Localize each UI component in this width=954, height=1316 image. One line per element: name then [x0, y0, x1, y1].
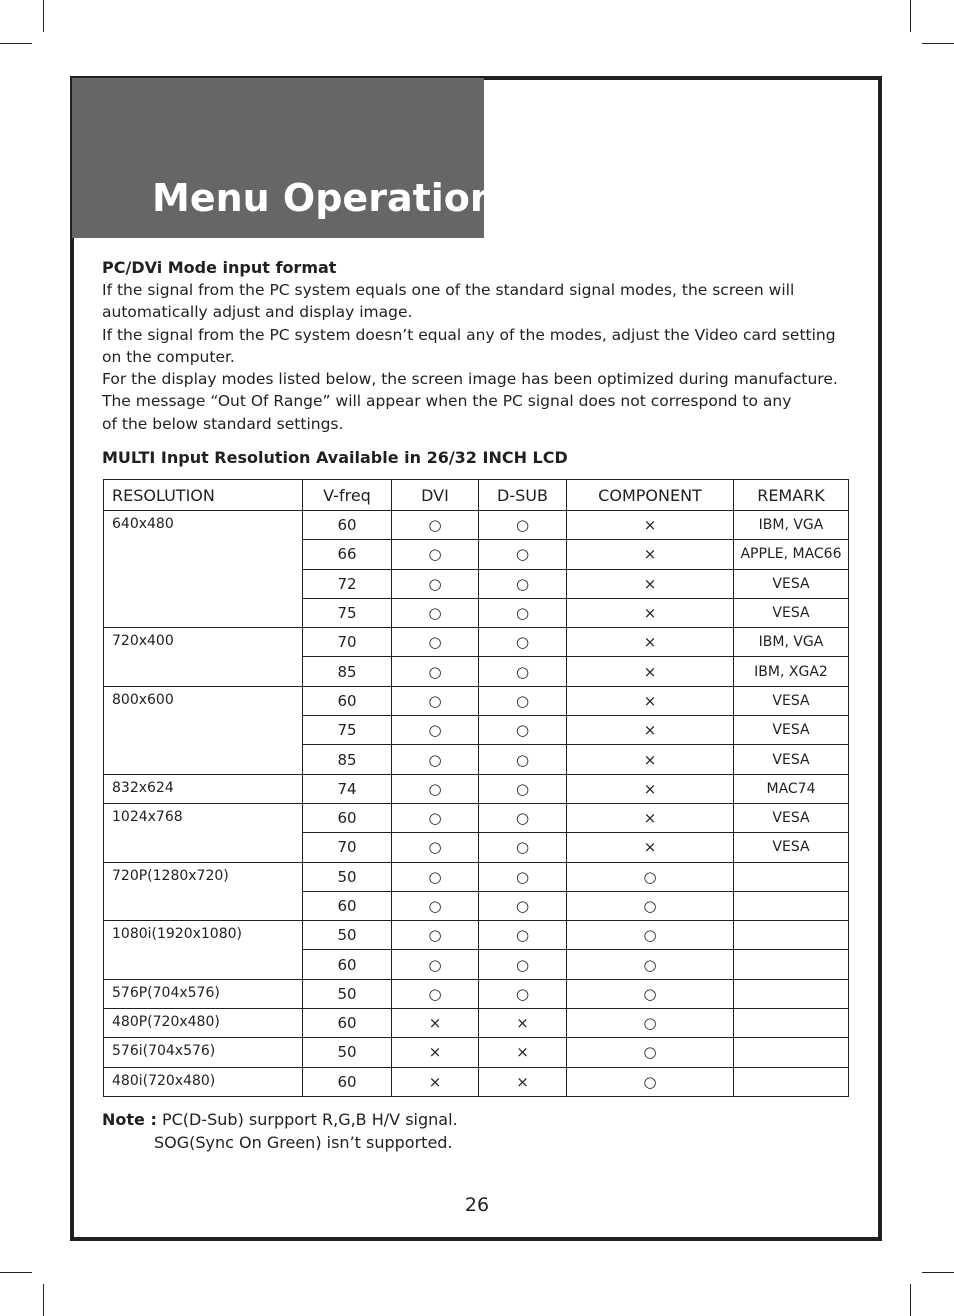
table-cell: ×: [479, 1009, 567, 1038]
column-header: REMARK: [734, 480, 849, 511]
intro-line: automatically adjust and display image.: [102, 303, 413, 322]
table-cell: IBM, VGA: [734, 628, 849, 657]
table-row: [104, 774, 849, 803]
table-cell: ×: [567, 803, 734, 832]
table-cell: 70: [303, 628, 392, 657]
table-row: [104, 1038, 849, 1067]
table-cell: ○: [479, 598, 567, 627]
column-header: DVI: [392, 480, 479, 511]
table-cell: VESA: [734, 803, 849, 832]
intro-line: on the computer.: [102, 347, 235, 366]
column-header: D-SUB: [479, 480, 567, 511]
table-cell: MAC74: [734, 774, 849, 803]
table-cell: ○: [392, 803, 479, 832]
table-cell: 75: [303, 716, 392, 745]
intro-line: If the signal from the PC system equals one of the standard signal modes, the screen will: [102, 281, 795, 299]
table-cell: VESA: [734, 686, 849, 715]
table-cell: ×: [479, 1067, 567, 1096]
note-label: Note :: [102, 1110, 157, 1129]
table-cell: ○: [392, 598, 479, 627]
table-cell: ○: [392, 540, 479, 569]
table-cell: ○: [567, 979, 734, 1008]
table-cell: ○: [567, 950, 734, 979]
table-cell: [734, 891, 849, 920]
table-cell: ○: [479, 686, 567, 715]
table-cell: ○: [479, 628, 567, 657]
table-row: [104, 921, 849, 950]
table-cell: VESA: [734, 716, 849, 745]
page-number: 26: [464, 1194, 490, 1216]
table-cell: VESA: [734, 833, 849, 862]
table-cell: ○: [479, 569, 567, 598]
table-cell: [734, 921, 849, 950]
table-cell: ○: [567, 862, 734, 891]
table-row: [104, 1067, 849, 1096]
table-cell: ×: [567, 569, 734, 598]
table-cell: [734, 979, 849, 1008]
table-cell: ○: [479, 540, 567, 569]
table-cell: 60: [303, 511, 392, 540]
table-cell: 85: [303, 745, 392, 774]
table-cell: ○: [392, 569, 479, 598]
intro-line: For the display modes listed below, the screen image has been optimized during manufacture.: [102, 370, 838, 389]
table-cell: 75: [303, 598, 392, 627]
table-cell: 50: [303, 921, 392, 950]
table-cell: ○: [392, 921, 479, 950]
table-cell: ○: [392, 511, 479, 540]
table-cell: ×: [567, 716, 734, 745]
table-cell: ○: [392, 833, 479, 862]
table-body: [104, 511, 849, 1097]
crop-mark: [922, 1272, 954, 1273]
crop-mark: [43, 0, 44, 32]
crop-mark: [0, 1272, 32, 1273]
table-cell: 72: [303, 569, 392, 598]
table-cell: ○: [567, 891, 734, 920]
table-row: [104, 686, 849, 715]
table-cell: ○: [392, 716, 479, 745]
resolution-cell: 832x624: [104, 774, 303, 803]
crop-mark: [910, 1284, 911, 1316]
page-title: Menu Operation: [152, 176, 497, 220]
resolution-cell: 640x480: [104, 511, 303, 628]
table-cell: 66: [303, 540, 392, 569]
table-cell: ○: [567, 1067, 734, 1096]
table-cell: VESA: [734, 745, 849, 774]
note-section: [102, 1108, 458, 1154]
table-cell: ○: [567, 1009, 734, 1038]
table-cell: ○: [479, 774, 567, 803]
table-cell: ×: [567, 598, 734, 627]
table-cell: ×: [567, 686, 734, 715]
table-row: [104, 979, 849, 1008]
table-cell: IBM, VGA: [734, 511, 849, 540]
table-cell: ○: [479, 862, 567, 891]
resolution-cell: 720x400: [104, 628, 303, 687]
table-cell: ○: [392, 686, 479, 715]
resolution-cell: 576P(704x576): [104, 979, 303, 1008]
table-cell: ○: [392, 862, 479, 891]
table-cell: ○: [479, 511, 567, 540]
table-row: [104, 511, 849, 540]
table-cell: 60: [303, 891, 392, 920]
table-cell: IBM, XGA2: [734, 657, 849, 686]
table-cell: ×: [392, 1009, 479, 1038]
column-header: V-freq: [303, 480, 392, 511]
table-cell: [734, 950, 849, 979]
table-cell: [734, 862, 849, 891]
crop-mark: [910, 0, 911, 32]
table-row: [104, 862, 849, 891]
intro-line: The message “Out Of Range” will appear when the PC signal does not correspond to any: [102, 392, 792, 411]
table-cell: ×: [479, 1038, 567, 1067]
table-cell: [734, 1009, 849, 1038]
table-cell: ○: [392, 657, 479, 686]
table-cell: 70: [303, 833, 392, 862]
resolution-cell: 800x600: [104, 686, 303, 774]
table-cell: [734, 1038, 849, 1067]
table-cell: ○: [479, 657, 567, 686]
table-cell: 60: [303, 686, 392, 715]
resolution-table: [103, 479, 849, 1097]
table-cell: 60: [303, 1067, 392, 1096]
column-header: RESOLUTION: [104, 480, 303, 511]
table-cell: ○: [479, 891, 567, 920]
table-cell: 50: [303, 1038, 392, 1067]
resolution-cell: 720P(1280x720): [104, 862, 303, 921]
table-cell: 85: [303, 657, 392, 686]
table-header-row: [104, 480, 849, 511]
crop-mark: [922, 43, 954, 44]
intro-line: of the below standard settings.: [102, 414, 344, 433]
table-cell: ○: [479, 979, 567, 1008]
table-cell: ○: [392, 628, 479, 657]
table-cell: ○: [392, 950, 479, 979]
table-cell: ○: [392, 891, 479, 920]
table-cell: VESA: [734, 569, 849, 598]
table-cell: 60: [303, 950, 392, 979]
table-row: [104, 803, 849, 832]
table-cell: 60: [303, 1009, 392, 1038]
table-cell: ×: [567, 540, 734, 569]
table-cell: ○: [567, 921, 734, 950]
note-line: SOG(Sync On Green) isn’t supported.: [154, 1133, 453, 1152]
table-cell: ○: [567, 1038, 734, 1067]
table-cell: ×: [567, 628, 734, 657]
table-cell: 50: [303, 979, 392, 1008]
table-cell: ○: [392, 745, 479, 774]
table-cell: ×: [567, 745, 734, 774]
header-banner: [72, 78, 497, 238]
table-cell: ×: [567, 833, 734, 862]
table-cell: ×: [567, 511, 734, 540]
table-cell: ○: [479, 833, 567, 862]
table-cell: 74: [303, 774, 392, 803]
column-header: COMPONENT: [567, 480, 734, 511]
table-cell: ○: [392, 774, 479, 803]
intro-line: If the signal from the PC system doesn’t equal any of the modes, adjust the Video card setting: [102, 325, 836, 344]
resolution-cell: 480P(720x480): [104, 1009, 303, 1038]
table-cell: ○: [392, 979, 479, 1008]
crop-mark: [0, 43, 32, 44]
table-cell: 50: [303, 862, 392, 891]
section-heading: PC/DVi Mode input format: [102, 258, 337, 277]
table-cell: ×: [567, 774, 734, 803]
note-line: PC(D-Sub) surpport R,G,B H/V signal.: [161, 1110, 458, 1129]
table-row: [104, 1009, 849, 1038]
table-cell: [734, 1067, 849, 1096]
table-cell: ○: [479, 921, 567, 950]
table-cell: ○: [479, 716, 567, 745]
table-cell: ×: [392, 1067, 479, 1096]
table-cell: VESA: [734, 598, 849, 627]
resolution-cell: 576i(704x576): [104, 1038, 303, 1067]
table-cell: ○: [479, 950, 567, 979]
crop-mark: [43, 1284, 44, 1316]
table-cell: ○: [479, 745, 567, 774]
table-cell: 60: [303, 803, 392, 832]
table-row: [104, 628, 849, 657]
table-cell: ○: [479, 803, 567, 832]
resolution-cell: 480i(720x480): [104, 1067, 303, 1096]
intro-section: [102, 257, 848, 435]
resolution-cell: 1080i(1920x1080): [104, 921, 303, 980]
table-title: MULTI Input Resolution Available in 26/32 INCH LCD: [102, 448, 568, 467]
resolution-cell: 1024x768: [104, 803, 303, 862]
table-cell: ×: [392, 1038, 479, 1067]
table-cell: ×: [567, 657, 734, 686]
table-cell: APPLE, MAC66: [734, 540, 849, 569]
